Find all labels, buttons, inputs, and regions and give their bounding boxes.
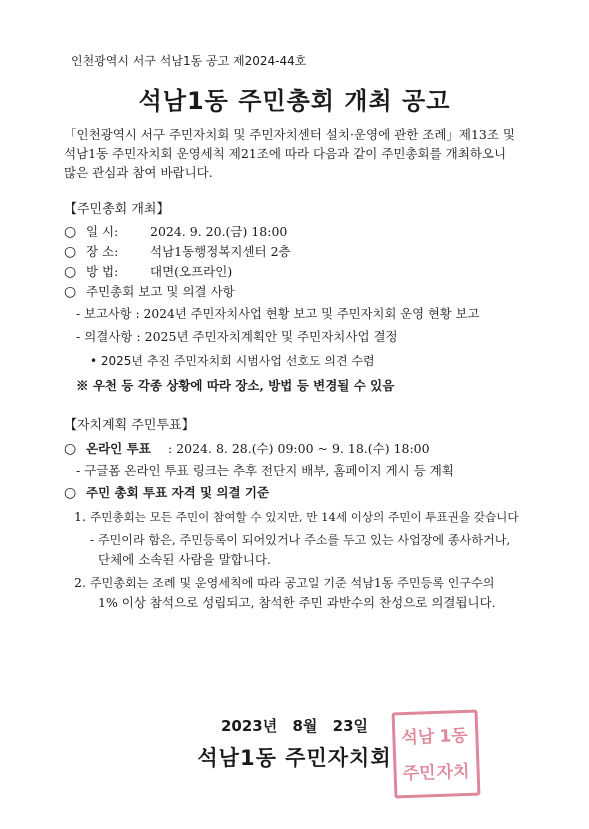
circle-bullet-icon: ○	[64, 441, 77, 457]
issue-day: 23일	[332, 717, 369, 735]
official-seal-stamp: 석남 1동 주민 자치	[392, 710, 481, 799]
section-heading-vote: 【자치계획 주민투표】	[64, 418, 195, 433]
document-number: 인천광역시 서구 석남1동 공고 제2024-44호	[71, 54, 307, 68]
circle-bullet-icon: ○	[64, 485, 77, 501]
issue-year: 2023년	[220, 717, 278, 735]
qualification-item-2-cont: 1% 이상 참석으로 성립되고, 참석한 주민 과반수의 찬성으로 의결됩니다.	[98, 595, 496, 610]
page-title: 석남1동 주민총회 개최 공고	[138, 87, 451, 115]
online-vote-label: 온라인 투표	[86, 441, 151, 456]
circle-bullet-icon: ○	[64, 264, 77, 280]
date-value: 2024. 9. 20.(금) 18:00	[150, 224, 288, 239]
circle-bullet-icon: ○	[64, 244, 77, 260]
intro-line-3: 많은 관심과 참여 바랍니다.	[64, 165, 213, 180]
issue-date	[0, 718, 589, 734]
list-number: 1.	[74, 509, 86, 524]
place-value: 석남1동행정복지센터 2층	[150, 244, 291, 259]
online-vote-note: - 구글폼 온라인 투표 링크는 추후 전단지 배부, 홈페이지 게시 등 계획	[76, 463, 454, 478]
place-label: 장 소:	[86, 244, 119, 259]
method-label: 방 법:	[86, 264, 119, 279]
qualification-item-1-sub-b: 단체에 소속된 사람을 말합니다.	[98, 552, 271, 567]
date-label: 일 시:	[86, 224, 119, 239]
sub-item-pilot-project: • 2025년 추진 주민자치회 시범사업 선호도 의견 수렴	[90, 354, 375, 368]
report-item: - 보고사항 : 2024년 주민자치사업 현황 보고 및 주민자치회 운영 현황 보고	[76, 307, 480, 321]
circle-bullet-icon: ○	[64, 224, 77, 240]
list-number: 2.	[74, 575, 86, 590]
qualification-label: 주민 총회 투표 자격 및 의결 기준	[86, 485, 270, 500]
issuing-organization: 석남1동 주민자치회	[197, 746, 392, 770]
intro-line-2: 석남1동 주민자치회 운영세칙 제21조에 따라 다음과 같이 주민총회를 개최하오니	[64, 146, 507, 161]
online-vote-period: : 2024. 8. 28.(수) 09:00 ~ 9. 18.(수) 18:00	[168, 441, 430, 456]
qualification-item-1-sub-a: - 주민이라 함은, 주민등록이 되어있거나 주소를 두고 있는 사업장에 종사하거나,	[90, 533, 511, 547]
issue-month: 8월	[292, 717, 318, 735]
circle-bullet-icon: ○	[64, 284, 77, 300]
method-value: 대면(오프라인)	[150, 264, 233, 279]
intro-line-1: 「인천광역시 서구 주민자치회 및 주민자치센터 설치·운영에 관한 조례」제13조 및	[64, 127, 515, 142]
section-heading-general-meeting: 【주민총회 개최】	[64, 202, 170, 217]
qualification-item-1: 주민총회는 모든 주민이 참여할 수 있지만, 만 14세 이상의 주민이 투표권을 갖습니다	[90, 510, 519, 524]
weather-note: ※ 우천 등 각종 상황에 따라 장소, 방법 등 변경될 수 있음	[76, 378, 395, 393]
agenda-label: 주민총회 보고 및 의결 사항	[86, 284, 235, 299]
resolution-item: - 의결사항 : 2025년 주민자치계획안 및 주민자치사업 결정	[76, 329, 398, 344]
qualification-item-2: 주민총회는 조례 및 운영세칙에 따라 공고일 기준 석남1동 주민등록 인구수의	[90, 576, 495, 590]
